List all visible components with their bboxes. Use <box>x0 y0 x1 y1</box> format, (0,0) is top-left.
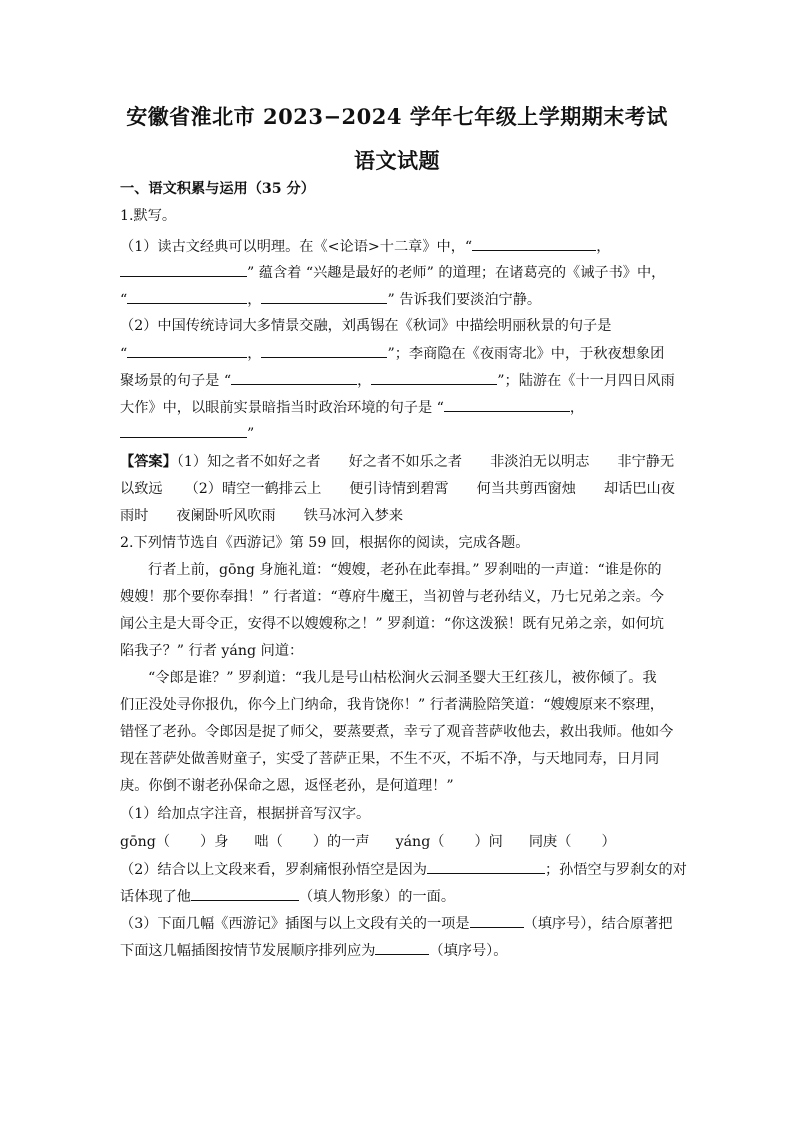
q1-label: 1.默写。 <box>120 208 177 224</box>
pinyin-item: ） <box>601 834 616 850</box>
answer-item: 好之者不如乐之者 <box>348 454 463 470</box>
q2-text: ；孙悟空与罗刹女的对 <box>544 862 687 878</box>
fill-blank[interactable] <box>444 397 570 412</box>
passage-line: 们正没处寻你报仇，你今上门纳命，我肯饶你！” 行者满脸陪笑道：“嫂嫂原来不察理， <box>120 697 664 713</box>
answer-line1 <box>120 452 674 472</box>
answer-item: 何当共剪西窗烛 <box>476 481 576 497</box>
q2-text: （2）结合以上文段来看，罗刹痛恨孙悟空是因为 <box>120 862 427 878</box>
fill-blank[interactable] <box>127 343 247 358</box>
q1-text: ， <box>357 373 372 389</box>
passage-line: “令郎是谁？” 罗刹道：“我儿是号山枯松涧火云洞圣婴大王红孩儿，被你倾了。我 <box>148 670 657 686</box>
fill-blank[interactable] <box>375 940 429 955</box>
answer-item: 非宁静无 <box>617 454 675 470</box>
q2-sub3-line2 <box>120 940 507 961</box>
q1-text: 聚场景的句子是 “ <box>120 373 232 389</box>
passage-line: 闻公主是大哥令正，安得不以嫂嫂称之！” 罗刹道：“你这泼猴！既有兄弟之亲，如何坑 <box>120 616 664 632</box>
q1-text: ” 告诉我们要淡泊宁静。 <box>387 292 542 308</box>
fill-blank[interactable] <box>261 343 387 358</box>
q1-part2-line1: （2）中国传统诗词大多情景交融，刘禹锡在《秋词》中描绘明丽秋景的句子是 <box>120 318 612 334</box>
pinyin-item: ）问 <box>474 834 503 850</box>
q1-part2-line2 <box>120 343 664 364</box>
answer-item: （2）晴空一鹤排云上 <box>184 481 322 497</box>
answer-item: （1）知之者不如好之者 <box>176 454 321 470</box>
fill-blank[interactable] <box>127 289 247 304</box>
q2-sub3-line1 <box>120 913 673 934</box>
q1-text: ， <box>596 239 611 255</box>
pinyin-item: ）身 <box>200 834 229 850</box>
passage-line: 错怪了老孙。令郎因是捉了师父，要蒸要煮，幸亏了观音菩萨收他去，救出我师。他如今 <box>120 724 674 740</box>
pinyin-item: ）的一声 <box>312 834 370 850</box>
pinyin-row <box>120 832 616 852</box>
passage-line: 陷我子？” 行者 yáng 问道： <box>120 643 304 659</box>
q1-text: ”；陆游在《十一月四日风雨 <box>497 373 675 389</box>
answer-line2 <box>120 479 675 499</box>
fill-blank[interactable] <box>120 423 247 438</box>
fill-blank[interactable] <box>231 370 357 385</box>
pinyin-item: 咄（ <box>254 834 283 850</box>
q1-part2-line4 <box>120 397 584 418</box>
q1-text: （1）读古文经典可以明理。在《<论语>十二章》中，“ <box>120 239 473 255</box>
section-heading: 一、语文积累与运用（35 分） <box>120 181 315 197</box>
q1-text: ” <box>247 426 255 442</box>
answer-item: 雨时 <box>120 508 149 524</box>
answer-item: 夜阑卧听风吹雨 <box>176 508 276 524</box>
q2-sub1: （1）给加点字注音，根据拼音写汉字。 <box>120 806 371 822</box>
answer-item: 以致远 <box>120 481 163 497</box>
page-subtitle: 语文试题 <box>354 148 440 173</box>
passage-line: 庚。你倒不谢老孙保命之恩，返怪老孙，是何道理！” <box>120 778 454 794</box>
q1-part1-line3 <box>120 289 541 310</box>
q2-label: 2.下列情节选自《西游记》第 59 回，根据你的阅读，完成各题。 <box>120 535 530 551</box>
fill-blank[interactable] <box>120 262 247 277</box>
q1-part1-line2 <box>120 262 665 283</box>
q2-text: （填序号）。 <box>429 943 508 959</box>
q1-part2-line5 <box>120 423 254 444</box>
q1-text: 大作》中，以眼前实景暗指当时政治环境的句子是 “ <box>120 400 444 416</box>
answer-item: 铁马冰河入梦来 <box>303 508 404 524</box>
q1-text: ， <box>569 400 585 416</box>
passage-line: 嫂嫂！那个要你奉揖！” 行者道：“尊府牛魔王，当初曾与老孙结义，乃七兄弟之亲。今 <box>120 589 664 605</box>
answer-label: 【答案】 <box>120 454 177 470</box>
passage-line: 现在菩萨处做善财童子，实受了菩萨正果，不生不灭，不垢不净，与天地同寿，日月同 <box>120 751 660 767</box>
q2-text: （填序号），结合原著把 <box>523 916 673 932</box>
answer-item: 非淡泊无以明志 <box>490 454 590 470</box>
q2-text: 话体现了他 <box>120 889 191 905</box>
q1-text: “ <box>120 346 128 362</box>
q1-text: “ <box>120 292 128 308</box>
pinyin-item: 同庚（ <box>528 834 572 850</box>
page-title: 安徽省淮北市 2023−2024 学年七年级上学期期末考试 <box>126 104 668 129</box>
q2-sub2-line2 <box>120 886 455 907</box>
answer-item: 便引诗情到碧霄 <box>349 481 449 497</box>
q1-text: ” 蕴含着 “兴趣是最好的老师” 的道理；在诸葛亮的《诫子书》中， <box>247 265 666 281</box>
q1-part1-line1 <box>120 236 610 257</box>
q1-text: ， <box>247 292 262 308</box>
q2-text: 下面这几幅插图按情节发展顺序排列应为 <box>120 943 376 959</box>
passage-line: 行者上前，gōng 身施礼道：“嫂嫂，老孙在此奉揖。” 罗刹咄的一声道：“谁是你的 <box>148 562 662 578</box>
q1-text: ”；李商隐在《夜雨寄北》中，于秋夜想象团 <box>387 346 665 362</box>
answer-item: 却话巴山夜 <box>603 481 675 497</box>
q2-text: （3）下面几幅《西游记》插图与以上文段有关的一项是 <box>120 916 470 932</box>
fill-blank[interactable] <box>427 859 545 874</box>
fill-blank[interactable] <box>472 236 596 251</box>
fill-blank[interactable] <box>371 370 497 385</box>
q1-part2-line3 <box>120 370 675 391</box>
answer-line3 <box>120 506 403 526</box>
fill-blank[interactable] <box>191 886 299 901</box>
q1-text: ， <box>247 346 262 362</box>
pinyin-item: yáng（ <box>395 834 445 850</box>
pinyin-item: gōng（ <box>120 834 171 850</box>
q2-sub2-line1 <box>120 859 687 880</box>
q2-text: （填人物形象）的一面。 <box>298 889 456 905</box>
fill-blank[interactable] <box>261 289 387 304</box>
fill-blank[interactable] <box>470 913 524 928</box>
